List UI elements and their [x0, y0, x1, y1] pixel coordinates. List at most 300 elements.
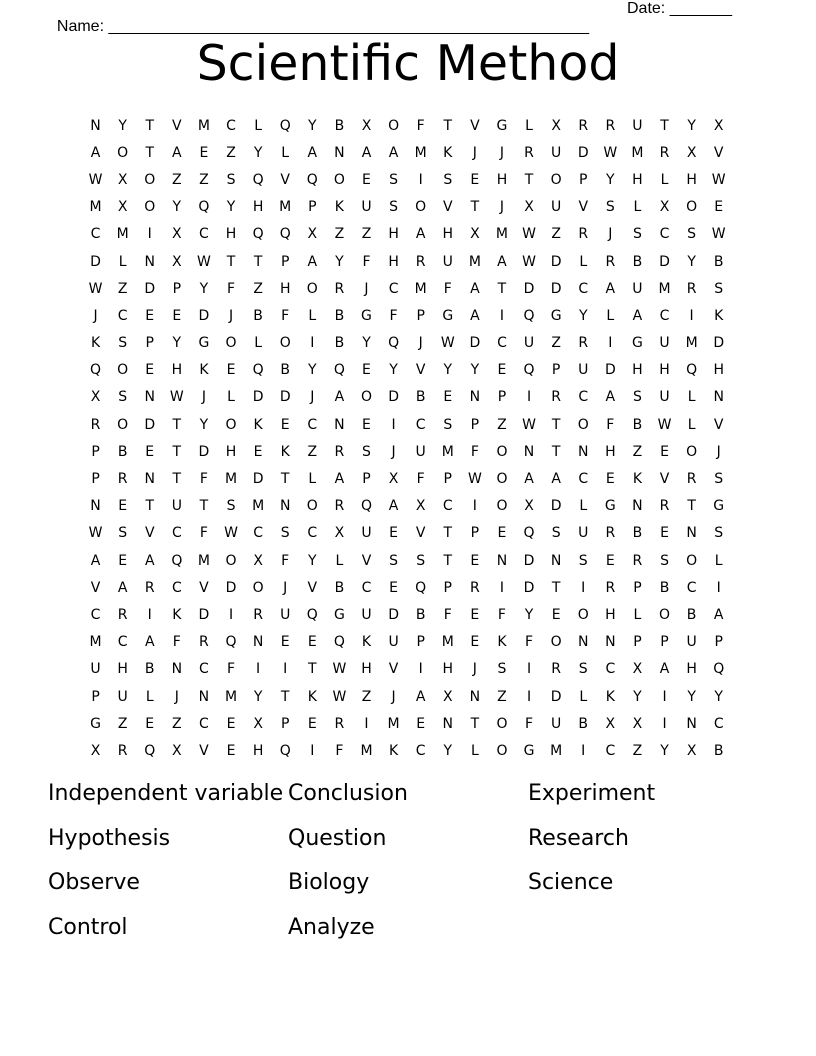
grid-letter: S [280, 525, 290, 542]
grid-letter: L [525, 117, 533, 134]
grid-letter: F [281, 307, 290, 324]
grid-letter: M [197, 552, 210, 569]
grid-letter: X [117, 199, 128, 216]
grid-letter: Q [279, 226, 291, 243]
grid-letter: R [605, 525, 616, 542]
grid-letter: A [713, 606, 724, 623]
grid-letter: P [497, 389, 507, 406]
grid-letter: V [713, 416, 724, 433]
grid-letter: C [415, 742, 426, 759]
grid-letter: R [334, 443, 345, 460]
grid-letter: U [415, 443, 426, 460]
grid-letter: V [199, 742, 209, 759]
grid-letter: X [90, 742, 101, 759]
grid-letter: B [280, 362, 290, 379]
grid-letter: T [280, 688, 290, 705]
grid-letter: Z [551, 335, 561, 352]
grid-letter: T [551, 416, 561, 433]
grid-letter: L [470, 742, 479, 759]
grid-letter: S [389, 171, 399, 188]
grid-letter: U [117, 688, 128, 705]
grid-letter: R [334, 498, 345, 515]
grid-letter: I [526, 661, 532, 678]
grid-letter: Q [415, 579, 427, 596]
grid-letter: F [416, 117, 425, 134]
grid-letter: Q [360, 498, 372, 515]
grid-letter: P [91, 688, 100, 705]
grid-letter: U [361, 606, 372, 623]
grid-letter: Z [497, 688, 507, 705]
grid-letter: Z [253, 280, 263, 297]
grid-letter: T [172, 471, 182, 488]
word-list-item: Question [288, 825, 387, 851]
grid-letter: R [199, 634, 209, 651]
grid-letter: E [118, 552, 128, 569]
grid-letter: U [388, 634, 399, 651]
grid-letter: H [605, 606, 616, 623]
grid-letter: L [606, 307, 615, 324]
grid-letter: D [198, 606, 210, 623]
grid-letter: S [118, 335, 128, 352]
grid-letter: A [307, 144, 318, 161]
grid-letter: F [470, 443, 479, 460]
grid-letter: Y [687, 253, 696, 270]
grid-letter: I [418, 661, 423, 678]
grid-letter: M [631, 144, 644, 161]
grid-letter: G [90, 715, 101, 732]
grid-letter: O [144, 171, 156, 188]
grid-letter: U [632, 117, 643, 134]
grid-letter: W [332, 661, 347, 678]
grid-letter: Y [389, 362, 398, 379]
grid-letter: E [389, 579, 398, 596]
grid-letter: G [604, 498, 616, 515]
grid-letter: I [526, 389, 532, 406]
grid-letter: Y [443, 362, 453, 379]
grid-letter: J [499, 199, 505, 216]
grid-letter: F [416, 471, 425, 488]
grid-letter: A [551, 471, 561, 488]
grid-letter: N [713, 389, 724, 406]
grid-letter: R [469, 579, 480, 596]
grid-letter: H [225, 226, 237, 243]
grid-letter: B [632, 253, 643, 270]
grid-letter: W [522, 253, 536, 270]
grid-letter: A [470, 280, 480, 297]
grid-letter: T [145, 498, 155, 515]
grid-letter: X [524, 199, 534, 216]
grid-row [82, 275, 732, 302]
grid-letter: Q [171, 552, 183, 569]
grid-letter: Y [226, 199, 236, 216]
grid-letter: Y [443, 742, 453, 759]
grid-letter: T [470, 715, 480, 732]
grid-letter: S [578, 661, 588, 678]
grid-letter: I [310, 742, 315, 759]
grid-letter: Q [306, 171, 318, 188]
grid-letter: W [603, 144, 618, 161]
grid-letter: J [93, 307, 98, 324]
grid-letter: I [499, 307, 505, 324]
grid-letter: Y [253, 144, 263, 161]
grid-letter: V [90, 579, 101, 596]
grid-letter: H [713, 362, 724, 379]
grid-letter: N [334, 416, 345, 433]
grid-letter: D [279, 389, 291, 406]
grid-letter: Y [687, 688, 696, 705]
grid-letter: R [90, 416, 101, 433]
grid-letter: K [253, 416, 263, 433]
grid-letter: J [499, 144, 505, 161]
grid-letter: O [117, 416, 129, 433]
grid-letter: P [172, 280, 182, 297]
grid-letter: E [145, 362, 155, 379]
grid-letter: R [659, 498, 670, 515]
grid-letter: C [497, 335, 507, 352]
grid-letter: V [713, 144, 724, 161]
grid-letter: K [443, 144, 453, 161]
grid-letter: W [522, 226, 536, 243]
grid-letter: U [442, 253, 453, 270]
grid-letter: E [389, 525, 398, 542]
grid-letter: A [361, 144, 372, 161]
grid-letter: R [551, 661, 561, 678]
grid-letter: K [605, 688, 615, 705]
grid-letter: S [605, 199, 615, 216]
grid-letter: F [443, 280, 452, 297]
grid-letter: U [361, 525, 372, 542]
grid-letter: H [361, 661, 372, 678]
grid-letter: X [686, 144, 697, 161]
word-list-item: Analyze [288, 915, 375, 941]
grid-letter: F [443, 606, 452, 623]
grid-letter: X [172, 226, 182, 243]
grid-letter: G [361, 307, 372, 324]
grid-letter: O [117, 144, 129, 161]
grid-letter: L [687, 416, 696, 433]
grid-letter: U [551, 715, 562, 732]
grid-letter: C [713, 715, 724, 732]
grid-letter: E [660, 443, 669, 460]
grid-letter: N [686, 715, 697, 732]
grid-letter: P [308, 199, 317, 216]
grid-letter: M [550, 742, 563, 759]
grid-letter: U [551, 199, 562, 216]
grid-letter: U [361, 199, 372, 216]
grid-letter: K [714, 307, 724, 324]
grid-letter: I [581, 579, 586, 596]
grid-letter: Q [198, 199, 210, 216]
grid-letter: Y [687, 117, 696, 134]
grid-letter: Y [470, 362, 480, 379]
grid-letter: S [714, 525, 724, 542]
grid-letter: X [713, 117, 724, 134]
grid-letter: X [90, 389, 101, 406]
word-list-item: Science [528, 870, 614, 896]
grid-letter: W [224, 525, 238, 542]
grid-letter: H [632, 362, 643, 379]
grid-letter: D [523, 579, 535, 596]
grid-letter: K [334, 199, 344, 216]
grid-letter: N [577, 634, 589, 651]
grid-letter: W [467, 471, 482, 488]
grid-letter: X [442, 688, 453, 705]
grid-letter: G [523, 742, 535, 759]
grid-letter: J [391, 688, 396, 705]
grid-letter: V [442, 199, 453, 216]
grid-letter: H [252, 742, 264, 759]
grid-letter: A [605, 280, 616, 297]
word-list-item: Biology [288, 870, 370, 896]
grid-letter: N [577, 443, 589, 460]
grid-row [82, 166, 732, 193]
grid-letter: W [711, 171, 726, 188]
grid-row [82, 574, 732, 601]
grid-letter: E [362, 416, 371, 433]
grid-letter: B [659, 579, 670, 596]
grid-letter: X [686, 742, 697, 759]
grid-letter: D [713, 335, 725, 352]
grid-letter: X [172, 742, 182, 759]
grid-letter: Q [225, 634, 237, 651]
grid-letter: J [472, 144, 477, 161]
grid-letter: Y [172, 199, 182, 216]
grid-letter: W [440, 335, 455, 352]
grid-letter: I [608, 335, 613, 352]
grid-letter: L [308, 307, 317, 324]
grid-letter: E [172, 307, 182, 324]
grid-letter: K [280, 443, 290, 460]
grid-letter: Y [199, 280, 209, 297]
grid-letter: L [308, 471, 317, 488]
grid-letter: C [199, 661, 209, 678]
grid-letter: D [550, 498, 562, 515]
grid-letter: L [687, 389, 696, 406]
grid-letter: S [551, 525, 561, 542]
grid-letter: B [253, 307, 263, 324]
grid-letter: H [442, 661, 454, 678]
grid-letter: X [253, 552, 263, 569]
grid-letter: V [199, 579, 209, 596]
grid-letter: P [416, 307, 425, 324]
grid-letter: O [496, 471, 508, 488]
grid-row [82, 465, 732, 492]
grid-row [82, 493, 732, 520]
grid-letter: I [662, 688, 667, 705]
grid-letter: Q [279, 742, 291, 759]
grid-letter: K [388, 742, 399, 759]
grid-letter: R [632, 552, 643, 569]
grid-letter: L [633, 199, 642, 216]
grid-letter: C [90, 226, 101, 243]
grid-letter: V [578, 199, 589, 216]
grid-letter: N [632, 498, 643, 515]
grid-letter: H [117, 661, 128, 678]
grid-letter: L [145, 688, 154, 705]
grid-letter: D [550, 253, 562, 270]
grid-letter: F [226, 280, 236, 297]
grid-letter: K [172, 606, 182, 623]
grid-letter: U [659, 335, 670, 352]
grid-letter: D [659, 253, 670, 270]
grid-letter: T [253, 253, 263, 270]
grid-letter: S [632, 389, 642, 406]
grid-letter: H [171, 362, 183, 379]
grid-letter: W [88, 525, 103, 542]
grid-letter: R [144, 579, 155, 596]
grid-letter: C [117, 634, 128, 651]
grid-letter: O [306, 498, 318, 515]
grid-letter: C [442, 498, 453, 515]
grid-letter: H [686, 661, 697, 678]
grid-letter: E [226, 362, 236, 379]
grid-letter: C [659, 226, 670, 243]
grid-letter: O [686, 552, 698, 569]
grid-letter: C [578, 280, 589, 297]
grid-letter: E [280, 416, 290, 433]
grid-letter: O [333, 171, 345, 188]
grid-letter: E [118, 498, 128, 515]
grid-letter: E [280, 634, 290, 651]
word-list-item: Control [48, 915, 128, 941]
grid-letter: N [144, 471, 155, 488]
grid-letter: X [632, 661, 643, 678]
grid-letter: O [550, 171, 562, 188]
grid-letter: N [90, 498, 101, 515]
grid-letter: V [280, 171, 290, 188]
grid-letter: Q [279, 117, 291, 134]
grid-letter: M [441, 634, 454, 651]
grid-letter: P [416, 634, 425, 651]
grid-letter: Q [523, 525, 535, 542]
grid-letter: Z [334, 226, 345, 243]
grid-letter: M [224, 471, 238, 488]
grid-letter: C [578, 389, 589, 406]
grid-letter: S [497, 661, 507, 678]
grid-letter: O [279, 335, 291, 352]
grid-letter: B [117, 443, 128, 460]
grid-letter: B [578, 715, 589, 732]
grid-letter: A [334, 389, 345, 406]
grid-letter: L [227, 389, 235, 406]
grid-letter: C [253, 525, 263, 542]
grid-letter: I [256, 661, 261, 678]
grid-letter: M [197, 117, 210, 134]
grid-letter: E [497, 525, 507, 542]
word-list-item: Observe [48, 870, 140, 896]
grid-letter: B [713, 253, 724, 270]
grid-letter: N [198, 688, 210, 705]
grid-letter: L [579, 498, 588, 515]
grid-letter: J [310, 389, 315, 406]
grid-row [82, 221, 732, 248]
grid-letter: W [657, 416, 672, 433]
grid-letter: M [414, 280, 427, 297]
grid-letter: D [388, 606, 399, 623]
grid-letter: W [711, 226, 726, 243]
grid-letter: B [334, 307, 345, 324]
grid-letter: B [334, 579, 345, 596]
grid-letter: P [470, 416, 480, 433]
grid-letter: Y [308, 552, 317, 569]
grid-letter: M [387, 715, 400, 732]
grid-letter: Z [226, 144, 236, 161]
grid-letter: Z [632, 742, 643, 759]
grid-letter: V [470, 117, 480, 134]
grid-letter: I [526, 688, 532, 705]
grid-letter: J [472, 661, 477, 678]
grid-letter: E [470, 634, 480, 651]
grid-letter: M [279, 199, 292, 216]
grid-letter: J [201, 389, 206, 406]
grid-letter: C [388, 280, 399, 297]
grid-row [82, 737, 732, 764]
grid-letter: N [171, 661, 183, 678]
grid-letter: Q [90, 362, 102, 379]
grid-letter: A [605, 389, 616, 406]
grid-letter: C [307, 416, 318, 433]
grid-letter: O [550, 634, 562, 651]
grid-letter: T [687, 498, 696, 515]
grid-letter: F [606, 416, 615, 433]
grid-letter: L [335, 552, 344, 569]
grid-row [82, 330, 732, 357]
grid-letter: S [118, 389, 128, 406]
grid-letter: A [117, 579, 128, 596]
grid-letter: Y [253, 688, 263, 705]
grid-letter: A [470, 307, 480, 324]
grid-letter: P [714, 634, 723, 651]
grid-letter: Q [388, 335, 400, 352]
grid-row [82, 248, 732, 275]
grid-letter: P [633, 634, 642, 651]
grid-letter: T [524, 171, 534, 188]
grid-letter: L [633, 606, 642, 623]
grid-letter: Q [523, 362, 535, 379]
grid-letter: Y [524, 606, 534, 623]
grid-letter: A [524, 471, 534, 488]
grid-letter: E [307, 715, 317, 732]
grid-letter: A [90, 552, 101, 569]
grid-letter: E [470, 171, 480, 188]
grid-letter: I [391, 416, 396, 433]
grid-letter: P [91, 471, 100, 488]
grid-letter: I [499, 579, 505, 596]
grid-letter: P [362, 471, 371, 488]
grid-letter: Q [252, 362, 264, 379]
grid-letter: J [418, 335, 423, 352]
grid-letter: O [388, 117, 400, 134]
grid-letter: N [252, 634, 264, 651]
grid-letter: R [605, 253, 616, 270]
grid-letter: N [144, 389, 155, 406]
grid-letter: O [144, 199, 156, 216]
grid-letter: Y [714, 688, 723, 705]
grid-letter: Y [578, 307, 588, 324]
grid-letter: T [660, 117, 669, 134]
grid-letter: S [443, 416, 453, 433]
grid-row [82, 547, 732, 574]
grid-letter: V [415, 525, 426, 542]
grid-letter: G [198, 335, 210, 352]
grid-letter: X [388, 471, 399, 488]
grid-letter: Z [497, 416, 507, 433]
grid-letter: A [388, 498, 399, 515]
grid-letter: R [659, 144, 670, 161]
grid-letter: C [171, 579, 182, 596]
grid-letter: G [496, 117, 508, 134]
grid-letter: Q [686, 362, 698, 379]
